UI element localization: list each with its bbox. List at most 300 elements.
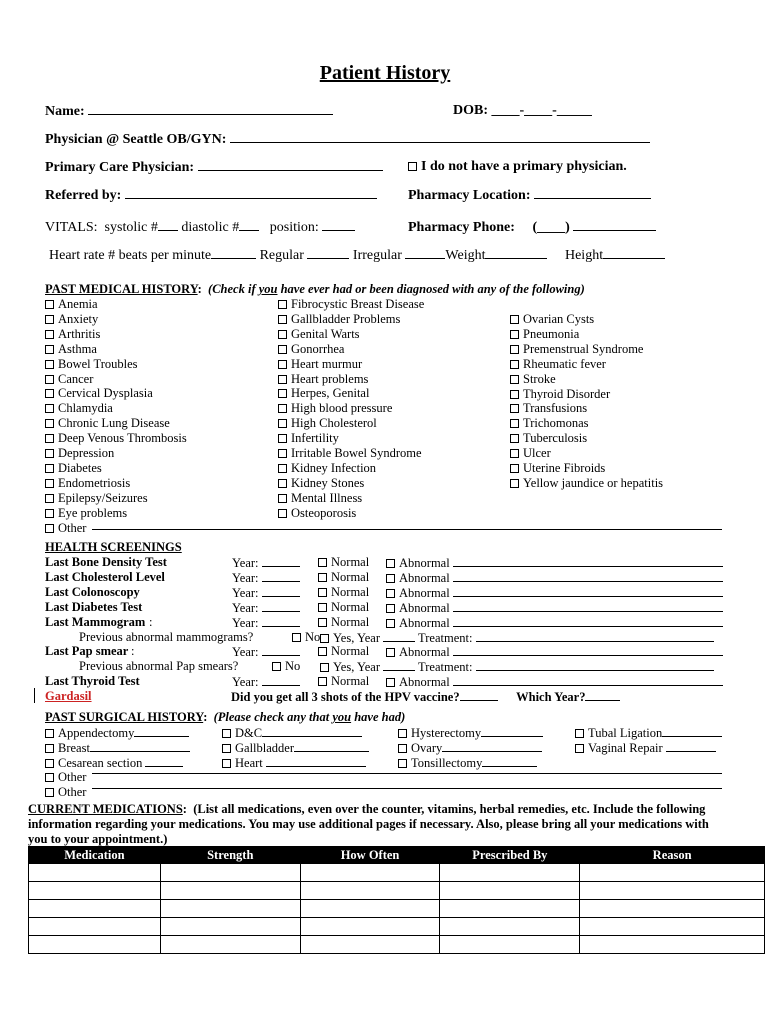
condition-checkbox[interactable] [278,375,287,384]
hysterectomy-field[interactable] [481,725,543,737]
pmh-other-line[interactable] [92,529,722,530]
abnormal-checkbox[interactable] [386,589,395,598]
condition-label: Uterine Fibroids [523,461,606,475]
year-group [232,615,300,631]
normal-checkbox[interactable] [318,573,327,582]
normal-checkbox[interactable] [318,677,327,686]
ovary-checkbox[interactable] [398,744,407,753]
condition-label: Osteoporosis [291,505,357,520]
condition-item [45,297,98,312]
meds-heading: CURRENT MEDICATIONS [28,802,183,816]
pharmacy-phone-row [408,219,656,236]
no-primary-row [408,159,627,175]
condition-checkbox[interactable] [45,449,54,458]
year-label: Year: [232,570,259,585]
table-row [29,936,765,954]
breast-checkbox[interactable] [45,744,54,753]
condition-item [278,506,356,521]
condition-label: Deep Venous Thrombosis [58,431,187,446]
condition-checkbox[interactable] [278,419,287,428]
psh-other-1-line[interactable] [92,773,722,774]
psh-hysterectomy [398,725,543,741]
referred-label: Referred by: [45,188,122,203]
condition-item [278,312,400,327]
normal-checkbox[interactable] [318,647,327,656]
dc-checkbox[interactable] [222,729,231,738]
abnormal-label: Abnormal [399,570,450,585]
condition-label: Bowel Troubles [58,356,138,371]
normal-label: Normal [331,674,370,689]
condition-label: Chlamydia [58,401,113,416]
condition-label: Heart problems [291,371,369,386]
tonsillectomy-checkbox[interactable] [398,759,407,768]
which-year-field[interactable] [585,689,620,701]
meds-line-3: you to your appointment.) [28,832,168,846]
treatment-field[interactable] [476,659,714,671]
heart-checkbox[interactable] [222,759,231,768]
condition-item [278,297,424,312]
condition-checkbox[interactable] [278,479,287,488]
dob-label: DOB: [453,103,488,118]
condition-checkbox[interactable] [510,330,519,339]
yes-option [320,630,714,646]
hpv-row [231,689,620,705]
year-field[interactable] [262,615,300,627]
condition-item [45,342,97,357]
condition-item [45,521,86,536]
screening-colon: : [131,644,135,659]
table-cell[interactable] [160,918,300,936]
condition-label: Irritable Bowel Syndrome [291,446,422,460]
abnormal-checkbox[interactable] [386,619,395,628]
year-group [232,674,300,690]
col-reason: Reason [580,847,765,864]
normal-checkbox[interactable] [318,588,327,597]
tonsillectomy-field[interactable] [482,755,537,767]
appendectomy-label: Appendectomy [58,726,135,740]
diastolic-label: diastolic # [181,220,240,235]
no-primary-checkbox[interactable] [408,162,417,171]
gardasil-marker [34,688,35,703]
vaginal-label: Vaginal Repair [588,741,663,755]
name-label: Name: [45,104,85,119]
normal-option [318,585,369,600]
condition-checkbox[interactable] [278,389,287,398]
condition-item [278,357,362,372]
table-cell[interactable] [29,864,161,882]
appendectomy-checkbox[interactable] [45,729,54,738]
abnormal-checkbox[interactable] [386,648,395,657]
screening-label: Last Bone Density Test [45,555,167,569]
condition-checkbox[interactable] [510,360,519,369]
col-how-often: How Often [300,847,440,864]
condition-checkbox[interactable] [510,419,519,428]
table-cell[interactable] [580,864,765,882]
screening-label: Last Cholesterol Level [45,569,165,584]
condition-label: Gallbladder Problems [291,311,401,326]
primary-care-field[interactable] [198,159,383,171]
heart-rate-label: Heart rate # beats per minute [49,248,212,263]
abnormal-option [386,644,723,660]
condition-label: Genital Warts [291,326,360,341]
yes-year-field[interactable] [383,630,415,642]
table-cell[interactable] [300,936,440,954]
referred-row [45,187,377,204]
table-cell[interactable] [440,864,580,882]
year-group [232,570,300,586]
col-prescribed-by: Prescribed By [440,847,580,864]
condition-item [45,401,113,416]
screenings-heading: HEALTH SCREENINGS [45,540,182,554]
table-cell[interactable] [29,900,161,918]
normal-label: Normal [331,614,370,629]
year-label: Year: [232,585,259,600]
cesarean-checkbox[interactable] [45,759,54,768]
psh-other-1-label: Other [58,770,87,784]
position-field[interactable] [322,219,355,231]
condition-checkbox[interactable] [510,404,519,413]
year-group [232,555,300,571]
condition-item [45,476,130,491]
abnormal-field[interactable] [453,570,723,582]
condition-label: Anxiety [58,311,99,326]
pharmacy-phone-area[interactable]: (____) [532,220,570,235]
condition-checkbox[interactable] [510,449,519,458]
condition-checkbox[interactable] [45,479,54,488]
condition-checkbox[interactable] [45,404,54,413]
condition-checkbox[interactable] [45,300,54,309]
abnormal-option [386,570,723,586]
hpv-answer-field[interactable] [460,689,498,701]
condition-checkbox[interactable] [45,494,54,503]
normal-checkbox[interactable] [318,558,327,567]
condition-checkbox[interactable] [45,345,54,354]
abnormal-option [386,615,723,631]
condition-item [510,327,579,342]
name-field[interactable] [88,103,333,115]
table-row [29,900,765,918]
gallbladder-field[interactable] [294,740,369,752]
abnormal-field[interactable] [453,555,723,567]
table-cell[interactable] [160,900,300,918]
table-cell[interactable] [580,882,765,900]
condition-checkbox[interactable] [510,464,519,473]
psh-tubal [575,725,722,741]
vitals-row [45,219,355,236]
table-cell[interactable] [160,936,300,954]
psh-other-1 [45,770,86,785]
condition-checkbox[interactable] [510,345,519,354]
medications-table [28,846,765,954]
condition-item [45,312,98,327]
condition-item [45,446,114,461]
condition-item [278,416,377,431]
screening-colon: : [149,614,153,629]
condition-checkbox[interactable] [278,509,287,518]
psh-other-2-line[interactable] [92,788,722,789]
gardasil-text: Gardasil [45,689,92,703]
normal-label: Normal [331,644,370,659]
height-field[interactable] [603,247,665,259]
dob-field[interactable]: ____-____-_____ [491,103,592,118]
hysterectomy-checkbox[interactable] [398,729,407,738]
condition-checkbox[interactable] [510,375,519,384]
abnormal-option [386,674,723,690]
year-field[interactable] [262,674,300,686]
position-label: position: [269,220,319,235]
condition-checkbox[interactable] [45,464,54,473]
appendectomy-field[interactable] [134,725,189,737]
referred-field[interactable] [125,187,377,199]
year-field[interactable] [262,585,300,597]
name-row [45,103,333,120]
medications-header-row [29,847,765,864]
tubal-checkbox[interactable] [575,729,584,738]
condition-label: Premenstrual Syndrome [523,341,644,356]
normal-option [318,570,369,585]
condition-label: Tuberculosis [523,431,588,446]
condition-label: Endometriosis [58,475,131,490]
table-row [29,882,765,900]
physician-label: Physician @ Seattle OB/GYN: [45,132,227,147]
yes-checkbox[interactable] [320,634,329,643]
condition-checkbox[interactable] [278,404,287,413]
condition-label: Transfusions [523,401,588,416]
normal-checkbox[interactable] [318,603,327,612]
pmh-instruction-pre: (Check if [208,282,259,296]
condition-item [510,416,589,431]
tubal-field[interactable] [662,725,722,737]
condition-label: Gonorrhea [291,341,345,356]
condition-item [510,446,551,461]
meds-instructions-1: CURRENT MEDICATIONS: (List all medications, even over the counter, vitamins, herbal remedies, etc. Include the following [28,802,706,816]
psh-ovary [398,740,542,756]
abnormal-option [386,600,723,616]
breast-field[interactable] [90,740,190,752]
abnormal-field[interactable] [453,644,723,656]
abnormal-label: Abnormal [399,615,450,630]
table-cell[interactable] [440,900,580,918]
condition-checkbox[interactable] [45,509,54,518]
pharmacy-phone-field[interactable] [573,219,656,231]
height-label: Height [564,248,604,263]
diastolic-field[interactable] [239,219,259,231]
condition-checkbox[interactable] [278,464,287,473]
condition-label: Thyroid Disorder [523,386,611,401]
systolic-field[interactable] [158,219,178,231]
condition-label: Cervical Dysplasia [58,386,153,401]
table-cell[interactable] [160,882,300,900]
psh-other-2-label: Other [58,785,87,799]
irregular-field[interactable] [405,247,445,259]
table-cell[interactable] [300,900,440,918]
condition-checkbox[interactable] [278,330,287,339]
condition-label: Kidney Stones [291,475,365,490]
year-label: Year: [232,615,259,630]
table-cell[interactable] [580,900,765,918]
condition-label: Eye problems [58,505,128,520]
condition-checkbox[interactable] [45,360,54,369]
condition-label: Trichomonas [523,416,589,431]
condition-item [510,372,556,387]
abnormal-checkbox[interactable] [386,559,395,568]
normal-label: Normal [331,555,370,569]
vaginal-field[interactable] [666,740,716,752]
heart-rate-field[interactable] [211,247,256,259]
primary-care-row [45,159,383,176]
condition-item [510,476,663,491]
condition-label: Cancer [58,371,94,386]
yes-year-label: Yes, Year [333,660,381,675]
abnormal-label: Abnormal [399,675,450,690]
condition-checkbox[interactable] [45,315,54,324]
normal-label: Normal [331,569,370,584]
irregular-label: Irregular [352,248,402,263]
tubal-label: Tubal Ligation [588,726,663,740]
table-row [29,864,765,882]
pmh-instruction-post: have ever had or been diagnosed with any of the following) [277,282,585,296]
abnormal-field[interactable] [453,600,723,612]
psh-other-1-checkbox[interactable] [45,773,54,782]
year-label: Year: [232,675,259,690]
table-cell[interactable] [440,936,580,954]
condition-checkbox[interactable] [45,419,54,428]
dc-field[interactable] [262,725,362,737]
physician-row [45,131,650,148]
gallbladder-checkbox[interactable] [222,744,231,753]
treatment-label: Treatment: [418,630,473,645]
psh-heading-row: PAST SURGICAL HISTORY: (Please check any that you have had) [45,710,406,724]
table-cell[interactable] [300,918,440,936]
condition-item [45,431,187,446]
heart-label: Heart [235,756,263,770]
condition-label: Fibrocystic Breast Disease [291,297,425,311]
col-medication: Medication [29,847,161,864]
condition-item [45,327,100,342]
treatment-field[interactable] [476,630,714,642]
condition-label: Other [58,520,87,535]
condition-checkbox[interactable] [278,494,287,503]
abnormal-checkbox[interactable] [386,678,395,687]
psh-breast [45,740,190,756]
normal-checkbox[interactable] [318,618,327,627]
ovary-field[interactable] [442,740,542,752]
condition-checkbox[interactable] [278,315,287,324]
page-title: Patient History [319,62,451,84]
year-field[interactable] [262,644,300,656]
vaginal-checkbox[interactable] [575,744,584,753]
condition-label: Rheumatic fever [523,356,606,371]
table-cell[interactable] [580,936,765,954]
condition-item [45,357,138,372]
condition-item [278,431,339,446]
condition-checkbox[interactable] [510,479,519,488]
condition-checkbox[interactable] [278,345,287,354]
weight-field[interactable] [485,247,547,259]
dc-label: D&C [235,726,263,740]
condition-item [278,401,392,416]
gardasil-label [45,689,92,704]
year-field[interactable] [262,555,300,567]
normal-option [318,555,369,570]
no-label: No [285,659,301,674]
table-cell[interactable] [29,936,161,954]
psh-cesarean [45,755,183,771]
year-label: Year: [232,600,259,615]
abnormal-field[interactable] [453,585,723,597]
condition-checkbox[interactable] [45,330,54,339]
psh-heading: PAST SURGICAL HISTORY [45,710,204,724]
condition-checkbox[interactable] [45,434,54,443]
condition-checkbox[interactable] [278,434,287,443]
table-cell[interactable] [580,918,765,936]
no-checkbox[interactable] [292,633,301,642]
condition-item [278,386,369,401]
abnormal-checkbox[interactable] [386,574,395,583]
regular-field[interactable] [307,247,349,259]
year-group [232,600,300,616]
abnormal-field[interactable] [453,615,723,627]
heart-field[interactable] [266,755,366,767]
table-cell[interactable] [29,882,161,900]
condition-checkbox[interactable] [278,300,287,309]
physician-field[interactable] [230,131,650,143]
pharmacy-location-label: Pharmacy Location: [408,188,531,203]
vitals-label: VITALS: [45,220,98,235]
pharmacy-location-field[interactable] [534,187,651,199]
condition-checkbox[interactable] [510,315,519,324]
table-cell[interactable] [300,864,440,882]
psh-instruction-pre: (Please check any that [213,710,333,724]
condition-checkbox[interactable] [510,390,519,399]
condition-item [510,461,605,476]
table-cell[interactable] [160,864,300,882]
condition-label: Ovarian Cysts [523,312,595,326]
cesarean-field[interactable] [145,755,183,767]
table-cell[interactable] [440,882,580,900]
condition-checkbox[interactable] [278,449,287,458]
regular-label: Regular [259,248,304,263]
table-cell[interactable] [29,918,161,936]
abnormal-field[interactable] [453,674,723,686]
year-field[interactable] [262,600,300,612]
condition-label: Epilepsy/Seizures [58,490,148,505]
weight-label: Weight [445,248,486,263]
condition-checkbox[interactable] [45,524,54,533]
yes-year-field[interactable] [383,659,415,671]
screening-label: Last Mammogram [45,614,146,629]
condition-label: Mental Illness [291,490,363,505]
previous-abnormal-label: Previous abnormal mammograms? [79,629,254,644]
psh-other-2-checkbox[interactable] [45,788,54,797]
no-checkbox[interactable] [272,662,281,671]
condition-checkbox[interactable] [510,434,519,443]
condition-checkbox[interactable] [278,360,287,369]
abnormal-checkbox[interactable] [386,604,395,613]
hysterectomy-label: Hysterectomy [411,726,482,740]
year-field[interactable] [262,570,300,582]
condition-checkbox[interactable] [45,375,54,384]
treatment-label: Treatment: [418,660,473,675]
psh-appendectomy [45,725,189,741]
condition-checkbox[interactable] [45,389,54,398]
yes-checkbox[interactable] [320,663,329,672]
table-cell[interactable] [300,882,440,900]
condition-label: Depression [58,446,115,460]
table-cell[interactable] [440,918,580,936]
psh-other-2 [45,785,86,800]
abnormal-label: Abnormal [399,645,450,660]
